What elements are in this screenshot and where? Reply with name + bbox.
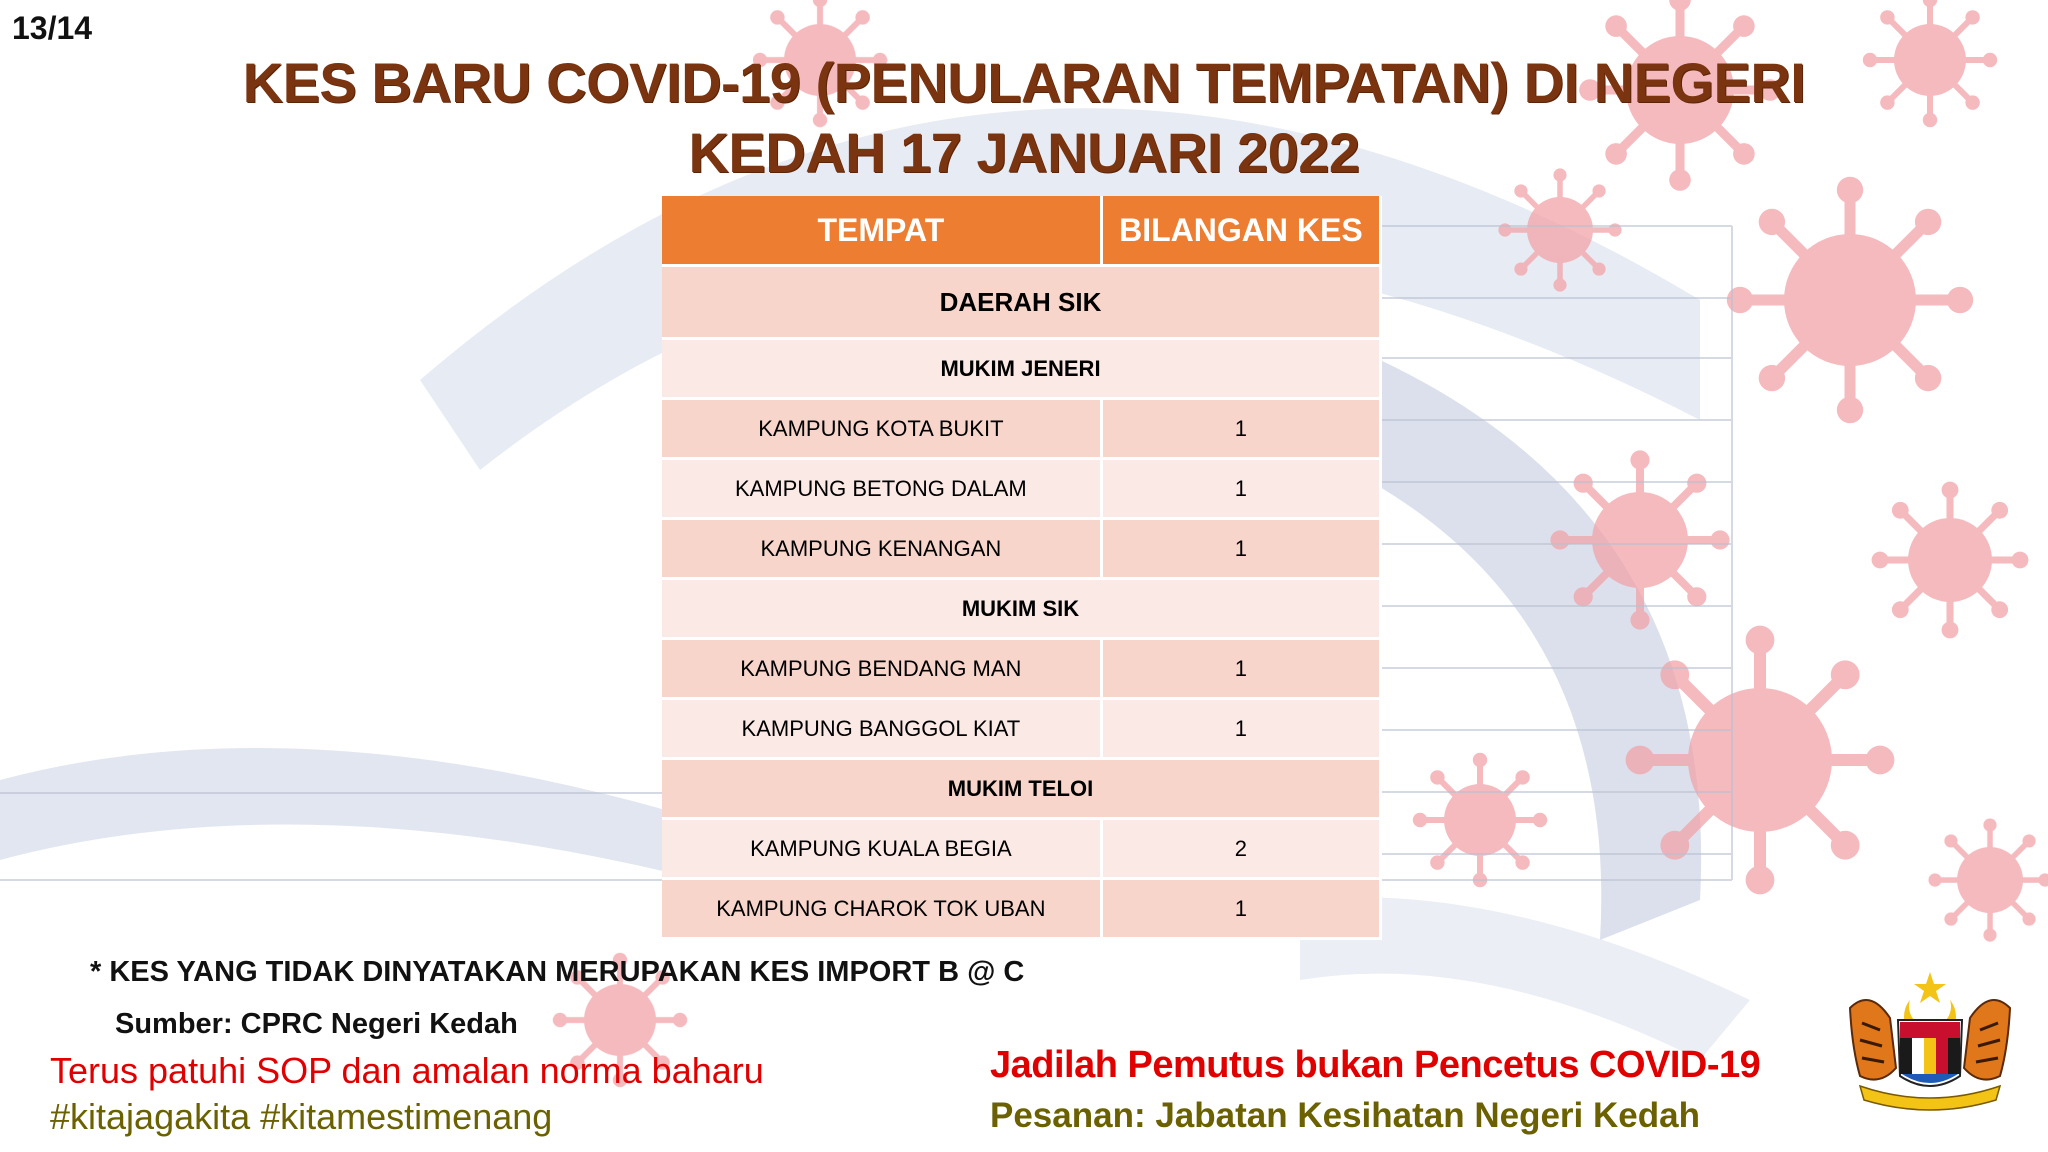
place-name: KAMPUNG KUALA BEGIA — [662, 820, 1103, 880]
campaign-slogan: Jadilah Pemutus bukan Pencetus COVID-19 — [990, 1044, 1761, 1086]
district-row — [662, 267, 1382, 340]
place-name: KAMPUNG BETONG DALAM — [662, 460, 1103, 520]
coat-of-arms-emblem — [1830, 968, 2030, 1118]
place-name: KAMPUNG KENANGAN — [662, 520, 1103, 580]
case-count: 1 — [1103, 460, 1382, 520]
table-row — [662, 880, 1382, 940]
table-row — [662, 820, 1382, 880]
table-row — [662, 400, 1382, 460]
place-name: KAMPUNG KOTA BUKIT — [662, 400, 1103, 460]
message-credit: Pesanan: Jabatan Kesihatan Negeri Kedah — [990, 1096, 1700, 1135]
place-name: KAMPUNG BENDANG MAN — [662, 640, 1103, 700]
table-row — [662, 640, 1382, 700]
case-count: 1 — [1103, 400, 1382, 460]
cases-table — [662, 196, 1382, 940]
place-name: KAMPUNG BANGGOL KIAT — [662, 700, 1103, 760]
case-count: 1 — [1103, 520, 1382, 580]
mukim-name: MUKIM SIK — [662, 580, 1382, 640]
page-indicator: 13/14 — [12, 10, 93, 46]
mukim-row — [662, 340, 1382, 400]
mukim-name: MUKIM JENERI — [662, 340, 1382, 400]
page-title-line2: KEDAH 17 JANUARI 2022 — [688, 121, 1360, 184]
mukim-name: MUKIM TELOI — [662, 760, 1382, 820]
case-count: 2 — [1103, 820, 1382, 880]
case-count: 1 — [1103, 880, 1382, 940]
header-case-count: BILANGAN KES — [1103, 196, 1382, 267]
district-name: DAERAH SIK — [662, 267, 1382, 340]
table-row — [662, 520, 1382, 580]
table-row — [662, 460, 1382, 520]
case-count: 1 — [1103, 700, 1382, 760]
mukim-row — [662, 760, 1382, 820]
hashtags: #kitajagakita #kitamestimenang — [50, 1096, 553, 1137]
case-count: 1 — [1103, 640, 1382, 700]
header-place: TEMPAT — [662, 196, 1103, 267]
source-note: Sumber: CPRC Negeri Kedah — [115, 1008, 518, 1040]
sop-slogan: Terus patuhi SOP dan amalan norma baharu — [50, 1050, 764, 1091]
page-title-line1: KES BARU COVID-19 (PENULARAN TEMPATAN) DI NEGERI — [242, 51, 1806, 114]
place-name: KAMPUNG CHAROK TOK UBAN — [662, 880, 1103, 940]
import-case-note: * KES YANG TIDAK DINYATAKAN MERUPAKAN KES IMPORT B @ C — [90, 956, 1025, 988]
mukim-row — [662, 580, 1382, 640]
table-header-row — [662, 196, 1382, 267]
table-row — [662, 700, 1382, 760]
